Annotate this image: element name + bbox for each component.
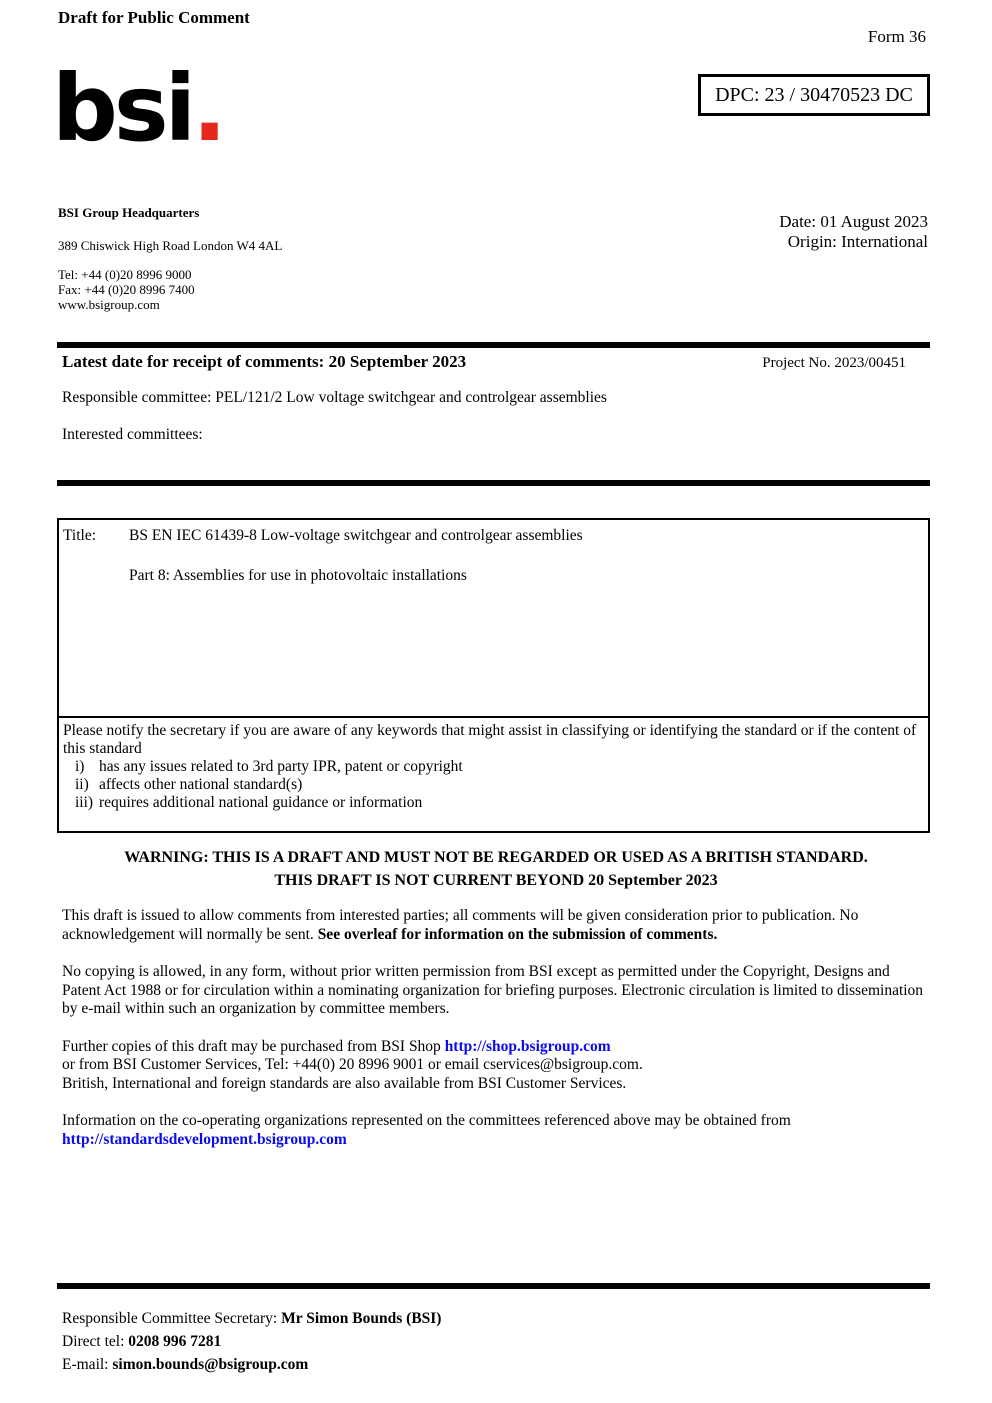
keywords-notify-box (57, 718, 930, 833)
hq-address: 389 Chiswick High Road London W4 4AL (58, 238, 283, 253)
further-copies-text: Further copies of this draft may be purchased from BSI Shop (62, 1037, 445, 1055)
interested-committees-line: Interested committees: (62, 426, 203, 443)
horizontal-rule-middle (57, 480, 930, 486)
notify-item-3-num: iii) (75, 794, 94, 811)
hq-tel-line: Tel: +44 (0)20 8996 9000 (58, 267, 192, 282)
warning-heading (62, 846, 930, 892)
notify-intro: Please notify the secretary if you are aware of any keywords that might assist in classifying or identifying the standard or if the content of this standard (63, 722, 917, 757)
hq-contact-block (58, 267, 195, 312)
title-label: Title: (63, 527, 97, 544)
date-line: Date: 01 August 2023 (779, 212, 928, 231)
responsible-committee-line: Responsible committee: PEL/121/2 Low voltage switchgear and controlgear assemblies (62, 389, 607, 406)
horizontal-rule-bottom (57, 1283, 930, 1289)
notify-item-2-text: affects other national standard(s) (99, 776, 303, 793)
notify-item-3 (63, 794, 924, 812)
date-origin-block (779, 212, 928, 252)
paragraph-further-copies (62, 1038, 930, 1094)
origin-line: Origin: International (787, 232, 928, 251)
dpc-number-box (698, 74, 930, 116)
notify-item-2 (63, 776, 924, 794)
standards-available-line: British, International and foreign standards are also available from BSI Customer Services. (62, 1074, 627, 1092)
title-box (57, 518, 930, 718)
secretary-tel-line (62, 1330, 441, 1353)
secretary-label: Responsible Committee Secretary: (62, 1310, 282, 1327)
standards-development-link[interactable]: http://standardsdevelopment.bsigroup.com (62, 1130, 347, 1148)
latest-date-label: Latest date for receipt of comments: 20 September 2023 (62, 352, 467, 371)
secretary-email-value: simon.bounds@bsigroup.com (112, 1356, 309, 1373)
hq-label: BSI Group Headquarters (58, 205, 200, 220)
notify-item-1-num: i) (75, 758, 85, 775)
notify-item-1-text: has any issues related to 3rd party IPR, patent or copyright (99, 758, 463, 775)
warning-line1: WARNING: THIS IS A DRAFT AND MUST NOT BE REGARDED OR USED AS A BRITISH STANDARD. (124, 849, 868, 866)
secretary-block (62, 1307, 441, 1376)
bsi-shop-link[interactable]: http://shop.bsigroup.com (444, 1037, 611, 1055)
paragraph-cooperating-orgs (62, 1112, 930, 1149)
secretary-email-line (62, 1353, 441, 1376)
warning-line2: THIS DRAFT IS NOT CURRENT BEYOND 20 September 2023 (274, 872, 718, 889)
notify-item-1 (63, 758, 924, 776)
paragraph-draft-issued (62, 907, 930, 944)
notify-item-3-text: requires additional national guidance or information (99, 794, 423, 811)
form-number-label: Form 36 (867, 27, 926, 46)
notify-item-2-num: ii) (75, 776, 89, 793)
paragraph-draft-issued-normal: This draft is issued to allow comments from interested parties; all comments will be given consideration prior to publication. No acknowledgement will normally be sent. (62, 907, 859, 943)
standard-title-line2: Part 8: Assemblies for use in photovoltaic installations (129, 567, 467, 584)
paragraph-no-copying: No copying is allowed, in any form, without prior written permission from BSI except as permitted under the Copyright, Designs and Patent Act 1988 or for circulation within a nominating organization for briefing purposes. Electronic circulation is limited to dissemination by e-mail within such an organization by committee members. (62, 963, 924, 1017)
secretary-name: Mr Simon Bounds (BSI) (281, 1310, 442, 1327)
bsi-logo-text: bsi (52, 55, 193, 162)
hq-web-line: www.bsigroup.com (58, 297, 160, 312)
hq-fax-line: Fax: +44 (0)20 8996 7400 (58, 282, 195, 297)
dpc-number-text: DPC: 23 / 30470523 DC (715, 83, 913, 106)
project-number-label: Project No. 2023/00451 (762, 355, 906, 371)
secretary-name-line (62, 1307, 441, 1330)
secretary-tel-value: 0208 996 7281 (128, 1333, 222, 1350)
bsi-logo-red-dot: . (192, 55, 228, 162)
secretary-email-label: E-mail: (62, 1356, 113, 1373)
cooperating-orgs-text: Information on the co-operating organizations represented on the committees referenced above may be obtained from (62, 1112, 791, 1129)
standard-title-line1: BS EN IEC 61439-8 Low-voltage switchgear and controlgear assemblies (129, 527, 583, 544)
paragraph-draft-issued-bold: See overleaf for information on the submission of comments. (317, 925, 718, 943)
bsi-logo (52, 56, 227, 162)
body-text-area (62, 846, 930, 1168)
customer-services-line: or from BSI Customer Services, Tel: +44(0) 20 8996 9001 or email cservices@bsigroup.com. (62, 1056, 643, 1073)
horizontal-rule-top (57, 342, 930, 348)
draft-for-public-comment-label: Draft for Public Comment (58, 8, 250, 27)
secretary-tel-label: Direct tel: (62, 1333, 129, 1350)
